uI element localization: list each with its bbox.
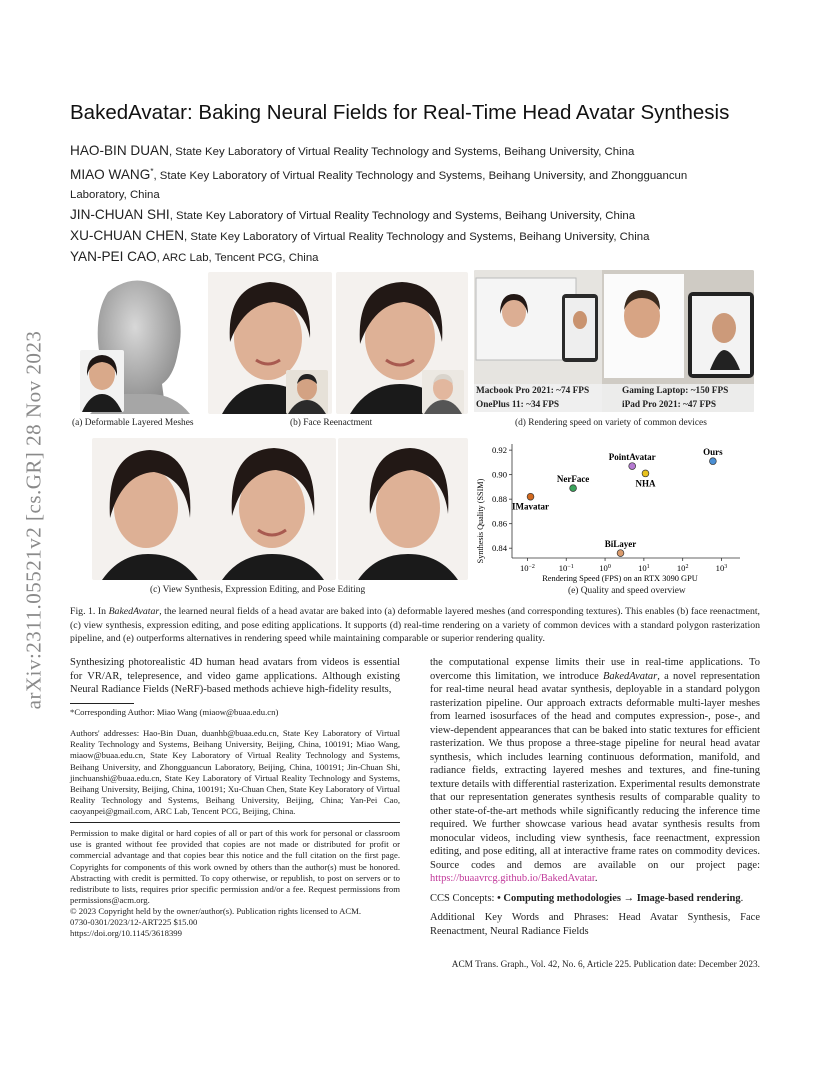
quality-speed-chart: [472, 436, 762, 594]
author-line: [70, 162, 770, 186]
x-tick-label: $10^2$: [676, 563, 689, 573]
panel-c-caption: (c) View Synthesis, Expression Editing, and Pose Editing: [150, 585, 366, 595]
x-tick-label: $10^1$: [638, 563, 650, 573]
y-tick-label: 0.86: [491, 518, 507, 529]
panel-b-caption: (b) Face Reenactment: [290, 418, 373, 428]
arxiv-sidebar: [14, 280, 54, 760]
x-tick-label: $10^3$: [715, 563, 728, 573]
project-link[interactable]: https://buaavrcg.github.io/BakedAvatar: [430, 873, 595, 884]
y-tick-label: 0.90: [491, 469, 507, 480]
y-tick-label: 0.92: [491, 445, 507, 456]
author-affiliation: , State Key Laboratory of Virtual Reality Technology and Systems, Beihang University, China: [184, 230, 650, 243]
abstract-right-b: , a novel representation for real-time neural head avatar synthesis, deployable in a standard polygon rasterization pipeline. Our approach extracts deformable multi-layer meshes from learned isosurfaces of the head and computes expression-, pose-, and view-dependent appearances that can be baked into static textures for efficient rasterization. We thus propose a three-stage pipeline for neural head avatar synthesis, which includes learning continuous deformation, manifold, and radiance fields, extracting layered meshes and textures, and fine-tuning texture details with differential rasterization. Experimental results demonstrate that our representation generates synthesis results of comparable quality to other state-of-the-art methods while significantly reducing the inference time required. We further showcase various head avatar synthesis results from monocular videos, including view synthesis, face reenactment, expression editing, and pose editing, all at interactive frame rates on commodity devices. Source codes and demos are available on our project page:: [430, 670, 760, 871]
abstract-right: the computational expense limits their use in real-time applications. To overcome this limitation, we introduce BakedAvatar, a novel representation for real-time neural head avatar synthesis, deployable in a standard polygon rasterization pipeline. Our approach extracts deformable multi-layer meshes from learned isosurfaces of the head and computes expression-, pose-, and view-dependent appearances that can be baked into static textures for efficient rasterization. We thus propose a three-stage pipeline for neural head avatar synthesis, which includes learning continuous deformation, manifold, and radiance fields, extracting layered meshes and textures, and fine-tuning texture details with differential rasterization. Experimental results demonstrate that our representation generates synthesis results of comparable quality to other state-of-the-art methods while significantly reducing the inference time required. We further showcase various head avatar synthesis results from monocular videos, including view synthesis, face reenactment, expression editing, and pose editing, all at interactive frame rates on commodity devices. Source codes and demos are available on our project page: https://buaavrcg.github.io/BakedAvatar.: [430, 657, 760, 884]
doi-link[interactable]: https://doi.org/10.1145/3618399: [70, 928, 182, 938]
figure-caption: [70, 605, 760, 646]
footnote-rule: [70, 703, 134, 704]
author-addresses: Authors' addresses: Hao-Bin Duan, duanhb@buaa.edu.cn, State Key Laboratory of Virtual Reality Technology and Systems, Beihang University, Beijing, China, 100191; Miao Wang, miaow@buaa.edu.cn, State Key Laboratory of Virtual Reality Technology and Systems, Beihang University, and Zhongguancun Laboratory, Beijing, China, 100191; Jin-Chuan Shi, jinchuanshi@buaa.edu.cn, State Key Laboratory of Virtual Reality Technology and Systems, Beihang University, Beijing, China, 100191; Xu-Chuan Chen, State Key Laboratory of Virtual Reality Technology and Systems, Beihang University, Beijing, China; Yan-Pei Cao, caoyanpei@gmail.com, ARC Lab, Tencent PCG, Beijing, China.: [70, 728, 400, 817]
author-line: [70, 186, 770, 205]
fps-laptop: Gaming Laptop: ~150 FPS: [622, 386, 729, 396]
y-tick-label: 0.84: [491, 543, 507, 554]
author-affiliation: , State Key Laboratory of Virtual Reality Technology and Systems, Beihang University, China: [168, 146, 635, 158]
copyright-notice: © 2023 Copyright held by the owner/author(s). Publication rights licensed to ACM.: [70, 906, 362, 916]
author-name: XU-CHUAN CHEN: [70, 227, 185, 243]
corresponding-author: *Corresponding Author: Miao Wang (miaow@buaa.edu.cn): [70, 707, 279, 717]
author-name: HAO-BIN DUAN: [70, 143, 169, 158]
point-label: PointAvatar: [608, 452, 656, 463]
author-list: [70, 141, 770, 268]
arxiv-id: arXiv:2311.05521v2 [cs.GR] 28 Nov 2023: [21, 330, 46, 710]
author-name: MIAO WANG: [70, 166, 151, 182]
view-synthesis-face-1: [92, 438, 212, 580]
point-label: IMavatar: [512, 501, 550, 512]
fps-macbook: Macbook Pro 2021: ~74 FPS: [476, 386, 590, 396]
paper-title: BakedAvatar: Baking Neural Fields for Real-Time Head Avatar Synthesis: [70, 101, 730, 124]
data-point: [642, 470, 649, 477]
ccs-concepts: CCS Concepts: • Computing methodologies → Image-based rendering.: [430, 893, 744, 904]
ccs-label: CCS Concepts:: [430, 893, 498, 904]
x-tick-label: $10^{-1}$: [558, 563, 574, 573]
y-axis-label: Synthesis Quality (SSIM): [476, 478, 485, 564]
driving-face-thumbnail-2: [422, 370, 464, 414]
permission-notice: Permission to make digital or hard copies of all or part of this work for personal or classroom use is granted without fee provided that copies are not made or distributed for profit or commercial advantage and that copies bear this notice and the full citation on the first page. Copyrights for components of this work owned by others than the author(s) must be honored. Abstracting with credit is permitted. To copy otherwise, or republish, to post on servers or to redistribute to lists, requires prior specific permission and/or a fee. Request permissions from permissions@acm.org.: [70, 828, 400, 906]
issn: 0730-0301/2023/12-ART225 $15.00: [70, 917, 198, 927]
author-name: YAN-PEI CAO: [70, 248, 157, 264]
x-tick-label: $10^{-2}$: [519, 563, 535, 573]
data-point: [629, 463, 636, 470]
data-point: [617, 550, 624, 557]
point-label: Ours: [703, 447, 723, 458]
driving-face-thumbnail-1: [286, 370, 328, 414]
ccs-value: • Computing methodologies → Image-based rendering: [497, 893, 741, 904]
journal-footer: ACM Trans. Graph., Vol. 42, No. 6, Article 225. Publication date: December 2023.: [451, 960, 760, 970]
author-star: *: [150, 167, 154, 176]
panel-a-caption: (a) Deformable Layered Meshes: [72, 418, 194, 428]
y-tick-label: 0.88: [491, 494, 507, 505]
author-affiliation: , State Key Laboratory of Virtual Reality Technology and Systems, Beihang University, and Zhongguancun: [153, 169, 688, 182]
point-label: NHA: [635, 478, 656, 489]
source-face-thumbnail: [80, 350, 124, 412]
fps-ipad: iPad Pro 2021: ~47 FPS: [622, 400, 717, 410]
keywords: Additional Key Words and Phrases: Head Avatar Synthesis, Face Reenactment, Neural Radiance Fields: [430, 912, 760, 937]
author-line: [70, 226, 770, 247]
author-line: [70, 247, 770, 268]
panel-d-caption: (d) Rendering speed on variety of common devices: [515, 418, 707, 428]
fps-overlay: [474, 384, 754, 412]
abstract-right-a: the computational expense limits their use in real-time applications. To overcome this limitation, we introduce: [430, 657, 760, 682]
view-synthesis-face-2: [210, 438, 336, 580]
panel-e-caption: (e) Quality and speed overview: [568, 586, 686, 596]
point-label: NerFace: [556, 474, 590, 485]
permission-rule: [70, 822, 400, 823]
view-synthesis-face-3: [338, 438, 468, 580]
data-point: [709, 458, 716, 465]
author-line: [70, 141, 770, 162]
fig-caption-prefix: Fig. 1. In: [70, 606, 109, 617]
point-label: BiLayer: [604, 539, 637, 550]
author-affiliation: , State Key Laboratory of Virtual Reality Technology and Systems, Beihang University, China: [169, 209, 636, 222]
data-point: [570, 485, 577, 492]
fig-caption-em: BakedAvatar: [108, 606, 160, 617]
x-axis-label: Rendering Speed (FPS) on an RTX 3090 GPU: [542, 574, 698, 583]
fps-oneplus: OnePlus 11: ~34 FPS: [476, 400, 560, 410]
author-affiliation: Laboratory, China: [70, 188, 160, 201]
x-tick-label: $10^0$: [599, 563, 611, 573]
abstract-left: Synthesizing photorealistic 4D human head avatars from videos is essential for VR/AR, telepresence, and video game applications. Although existing Neural Radiance Fields (NeRF)-based methods achieve high-fidelity results,: [70, 657, 400, 695]
fig-caption-text: , the learned neural fields of a head avatar are baked into (a) deformable layered meshes (and corresponding textures). This enables (b) face reenactment, (c) view synthesis, expression editing, and pose editing applications. It supports (d) real-time rendering on a variety of common devices with a standard polygon rasterization pipeline, and (e) outperforms alternatives in rendering speed while maintaining comparable or superior rendering quality.: [70, 606, 761, 645]
author-affiliation: , ARC Lab, Tencent PCG, China: [156, 251, 319, 264]
author-line: [70, 205, 770, 226]
abstract-right-em: BakedAvatar: [603, 670, 658, 682]
data-point: [527, 493, 534, 500]
author-name: JIN-CHUAN SHI: [70, 206, 170, 222]
